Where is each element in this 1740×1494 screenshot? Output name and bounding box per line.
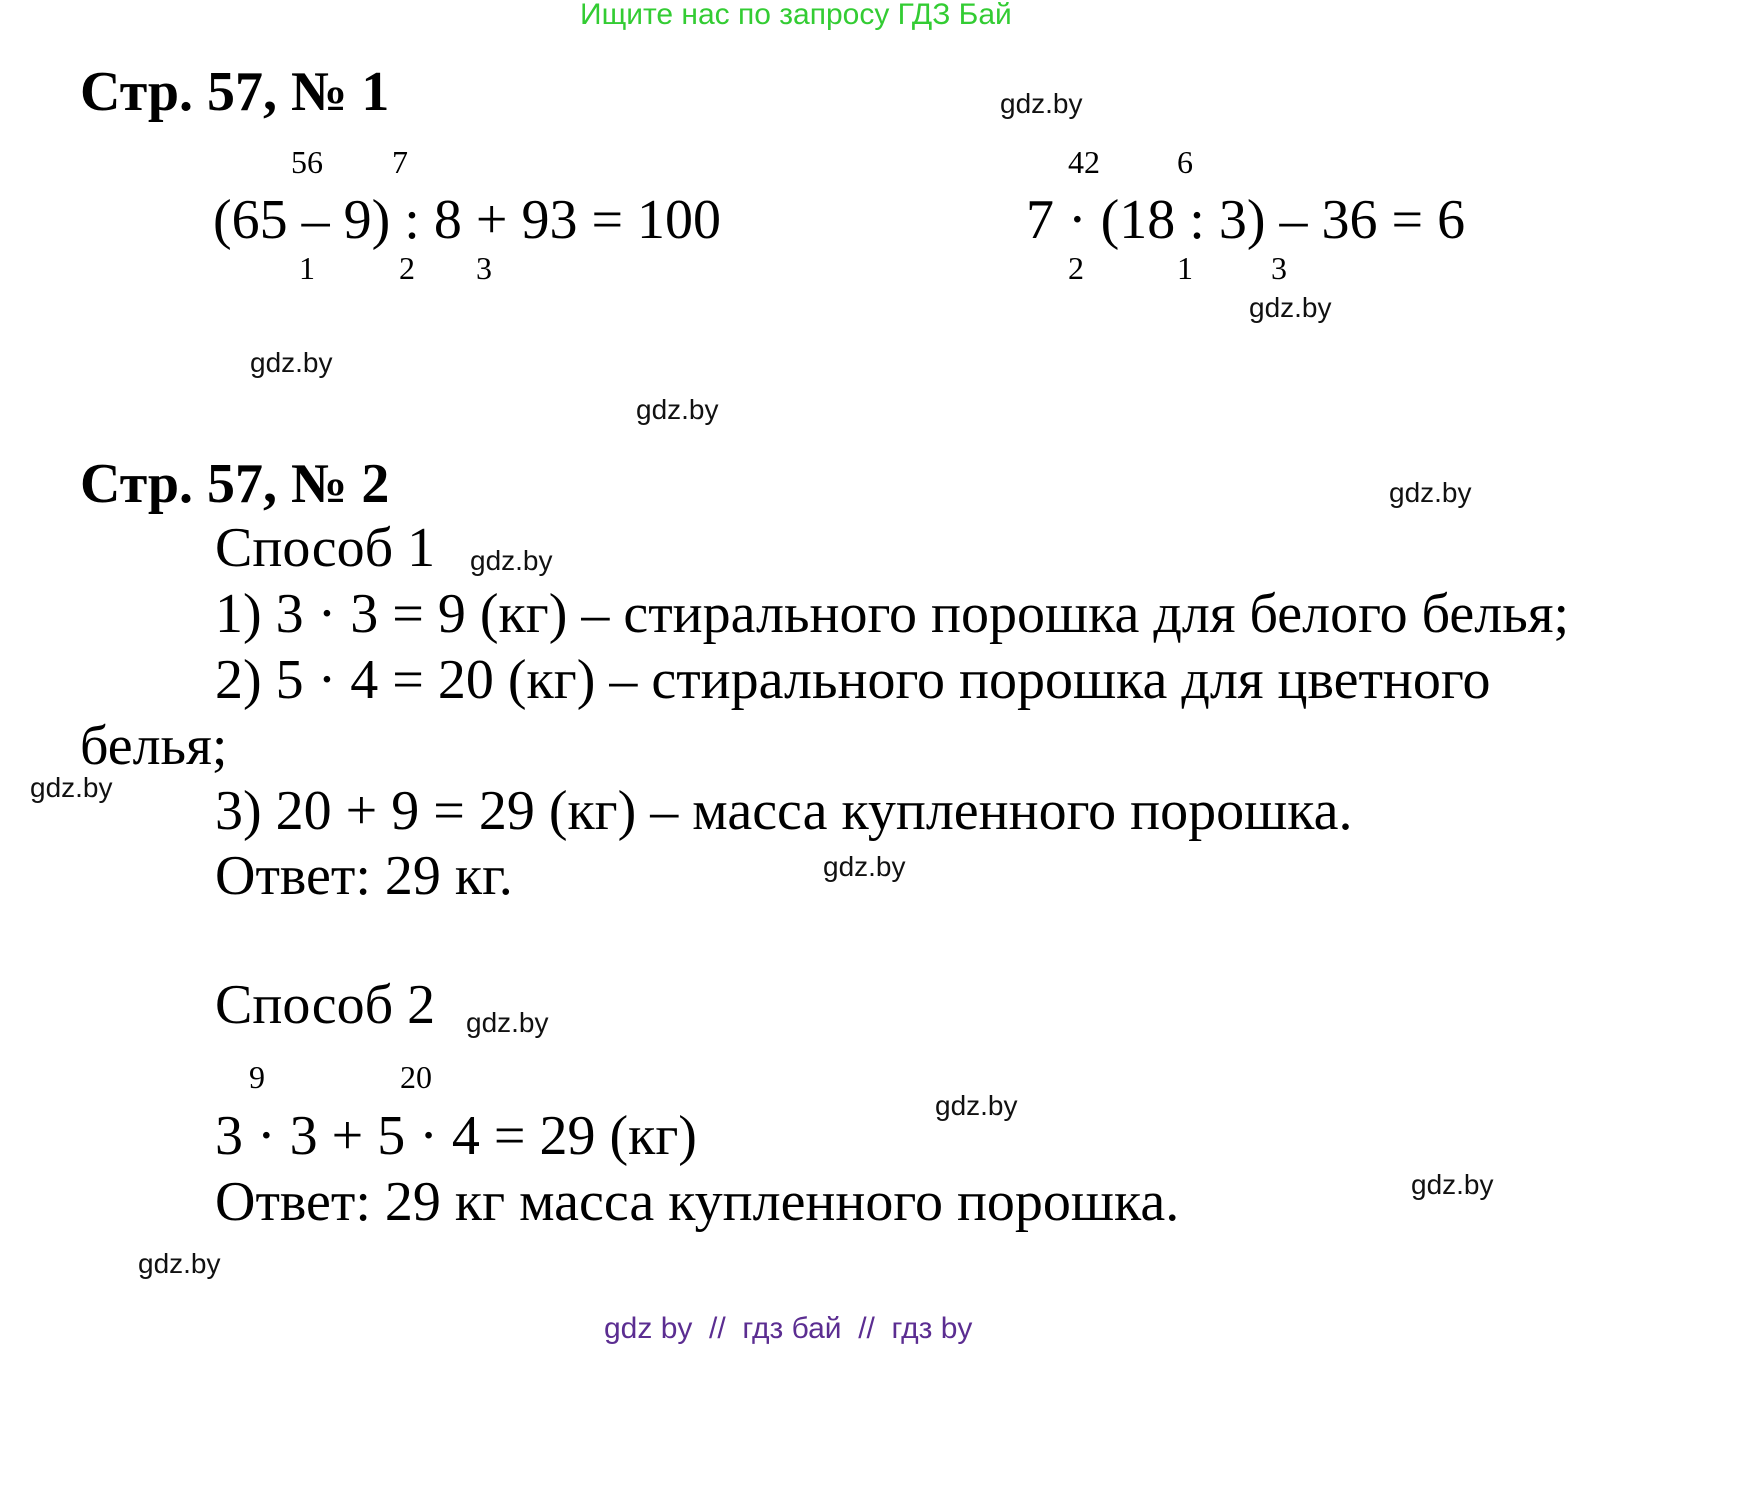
method1-step2-line1: 2) 5 · 4 = 20 (кг) – стирального порошка для цветного [215, 649, 1491, 711]
expr2-intermediate-1: 42 [1068, 144, 1100, 180]
method2-answer: Ответ: 29 кг масса купленного порошка. [215, 1171, 1180, 1233]
watermark: gdz.by [250, 347, 333, 378]
expr1-order-3: 3 [476, 250, 492, 286]
method1-step2-line2: белья; [80, 715, 228, 777]
expr2-intermediate-2: 6 [1177, 144, 1193, 180]
watermark: gdz.by [30, 772, 113, 803]
top-banner[interactable]: Ищите нас по запросу ГДЗ Бай [580, 0, 1012, 31]
watermark: gdz.by [1000, 88, 1083, 119]
method1-step3: 3) 20 + 9 = 29 (кг) – масса купленного порошка. [215, 780, 1353, 842]
footer-links[interactable]: gdz by // гдз бай // гдз by [604, 1312, 973, 1345]
watermark: gdz.by [466, 1007, 549, 1038]
task1-heading: Стр. 57, № 1 [80, 61, 390, 123]
method2-intermediate-2: 20 [400, 1059, 432, 1095]
watermark: gdz.by [470, 545, 553, 576]
watermark: gdz.by [823, 851, 906, 882]
watermark: gdz.by [1249, 292, 1332, 323]
watermark: gdz.by [935, 1090, 1018, 1121]
method2-expr: 3 · 3 + 5 · 4 = 29 (кг) [215, 1105, 697, 1167]
expr2-order-1: 2 [1068, 250, 1084, 286]
method2-title: Способ 2 [215, 974, 436, 1036]
watermark: gdz.by [138, 1248, 221, 1279]
method2-intermediate-1: 9 [249, 1059, 265, 1095]
expr1-order-1: 1 [299, 250, 315, 286]
expr2: 7 · (18 : 3) – 36 = 6 [1026, 189, 1466, 251]
expr2-order-2: 1 [1177, 250, 1193, 286]
method1-title: Способ 1 [215, 517, 436, 579]
expr1: (65 – 9) : 8 + 93 = 100 [213, 189, 722, 251]
expr1-intermediate-2: 7 [392, 144, 408, 180]
watermark: gdz.by [1389, 477, 1472, 508]
expr1-intermediate-1: 56 [291, 144, 323, 180]
task2-heading: Стр. 57, № 2 [80, 453, 390, 515]
expr1-order-2: 2 [399, 250, 415, 286]
expr2-order-3: 3 [1271, 250, 1287, 286]
method1-answer: Ответ: 29 кг. [215, 845, 513, 907]
method1-step1: 1) 3 · 3 = 9 (кг) – стирального порошка для белого белья; [215, 583, 1570, 645]
watermark: gdz.by [636, 394, 719, 425]
watermark: gdz.by [1411, 1169, 1494, 1200]
